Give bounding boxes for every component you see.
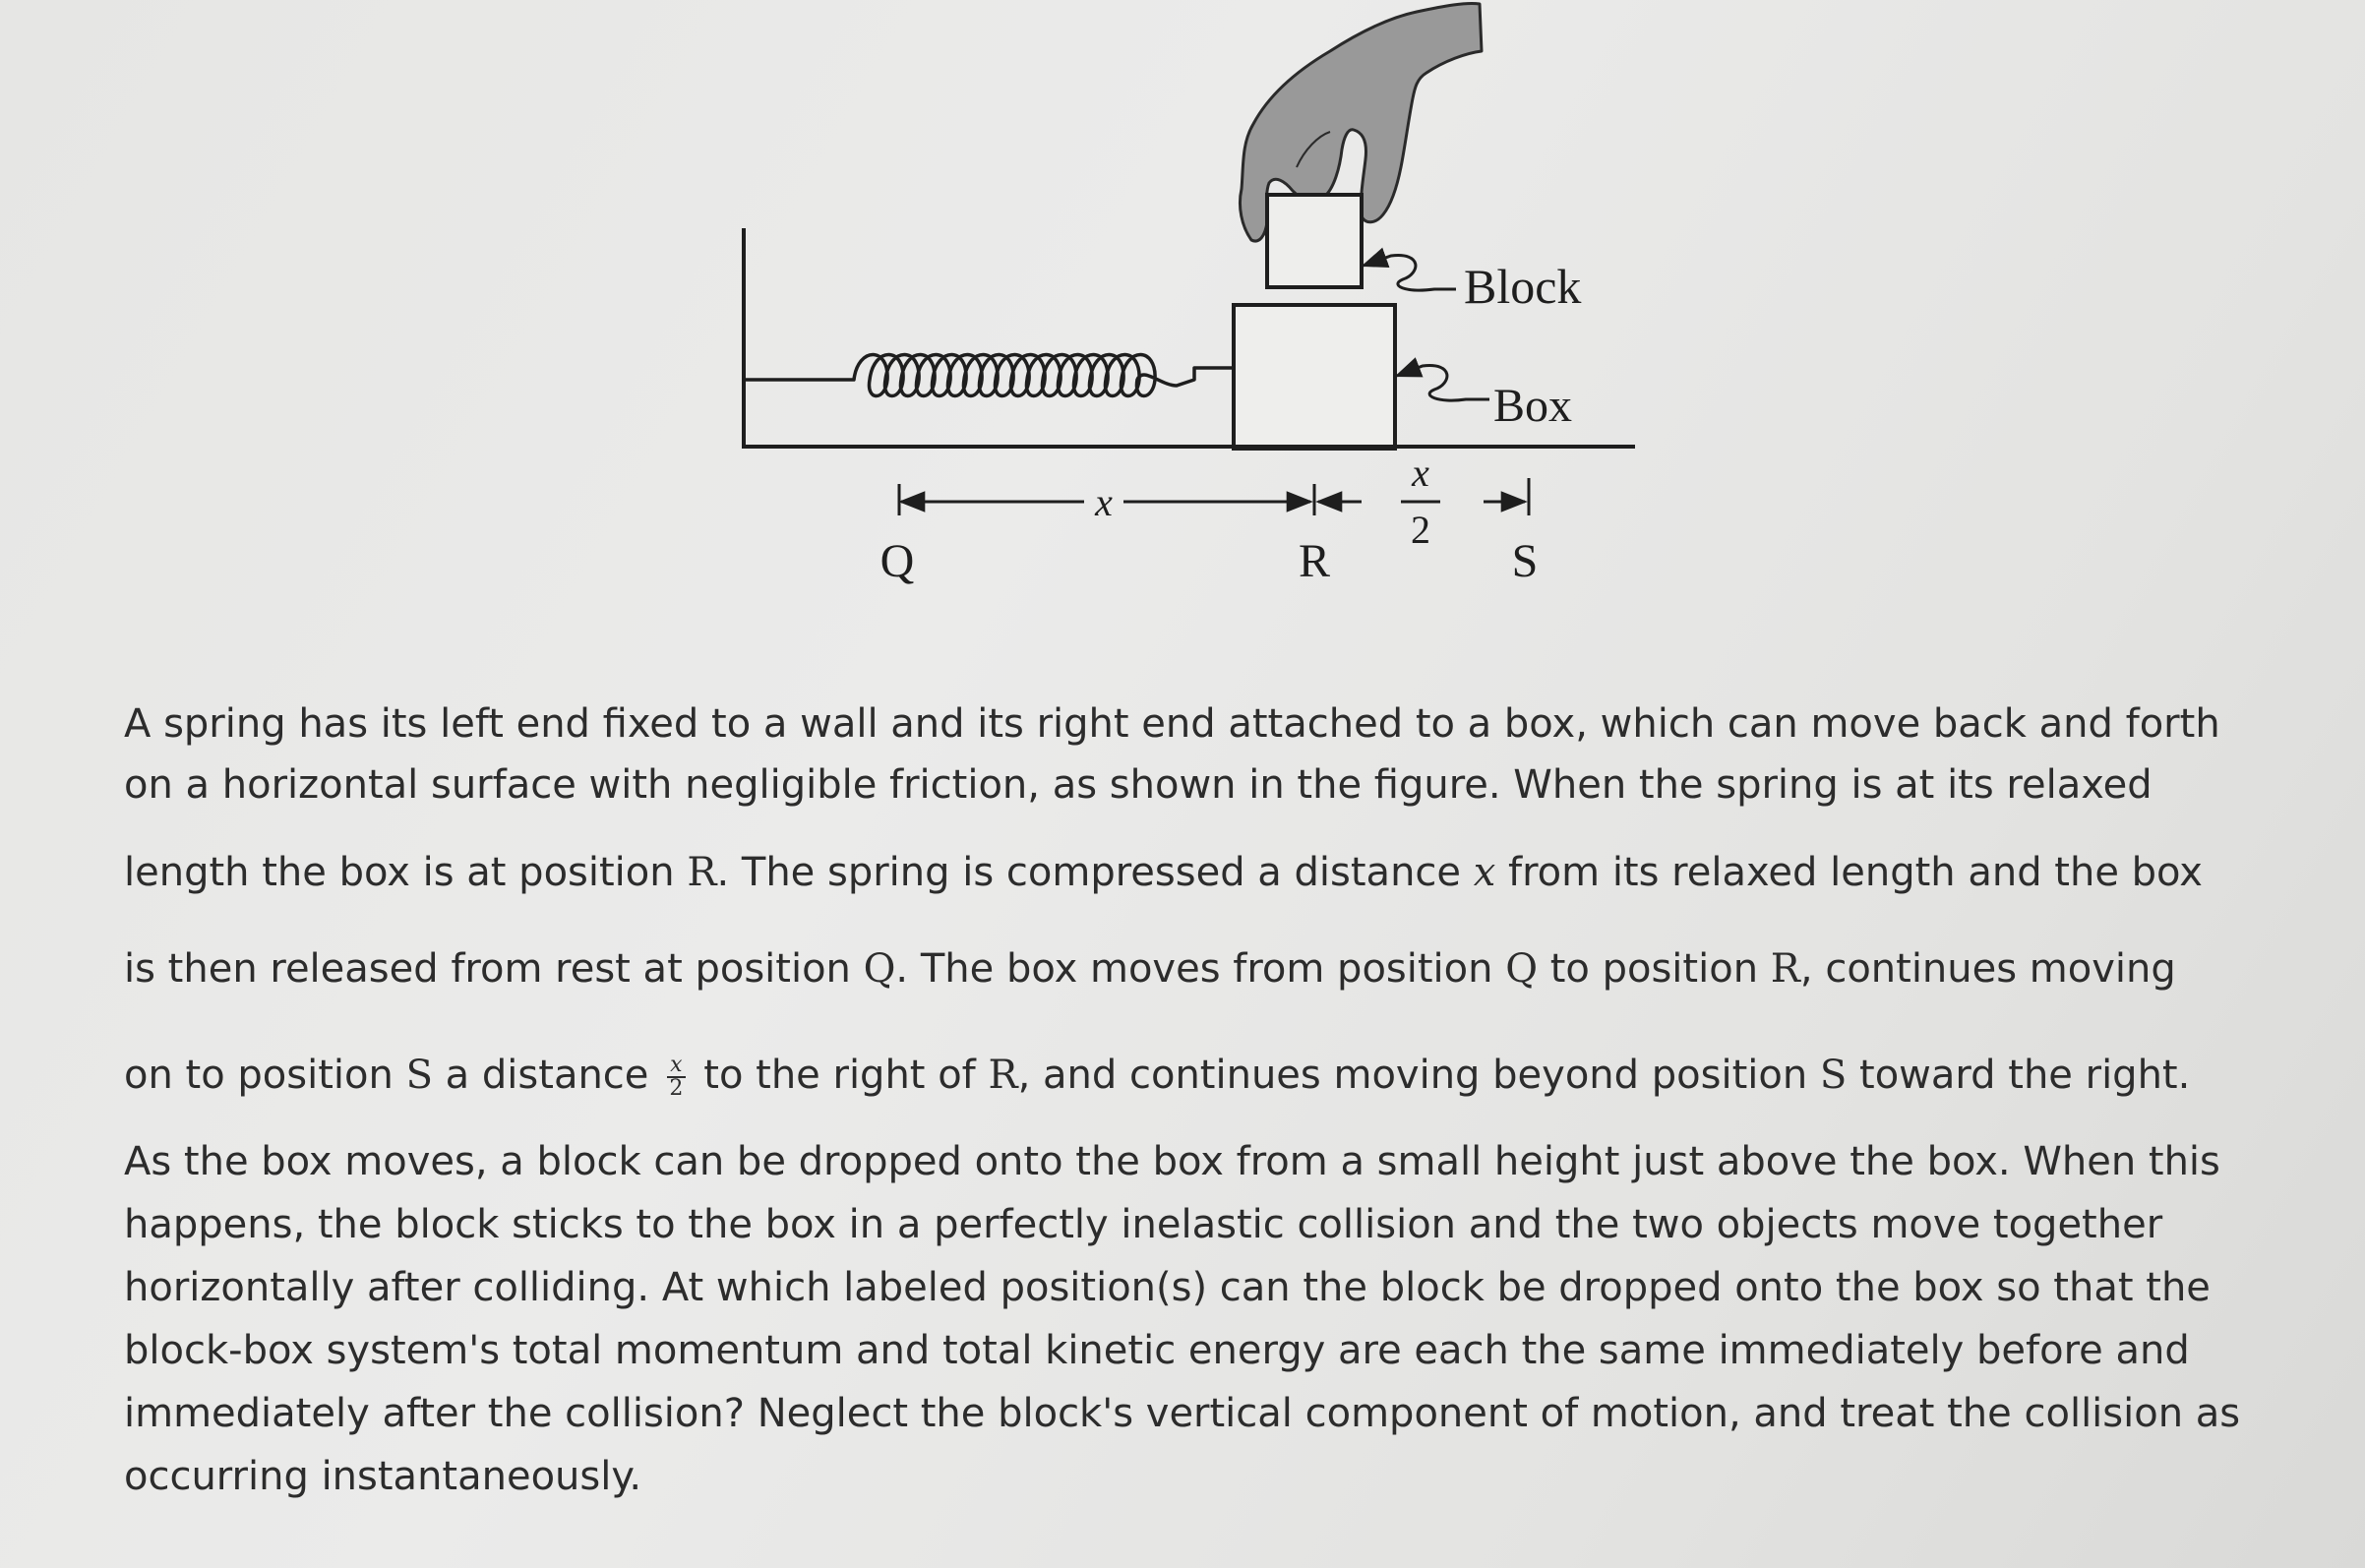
q3-text-e: from its relaxed length and the box <box>1495 850 2203 895</box>
question-line-3 <box>124 833 2259 930</box>
q4-text-c: . The box moves from position <box>895 946 1506 992</box>
q5-var-r: R <box>988 1053 1018 1098</box>
question-line-9: block-box system's total momentum and total kinetic energy are each the same immediately before and <box>124 1328 2190 1373</box>
q5-text-a: on to position <box>124 1053 406 1098</box>
q5-fraction-den: 2 <box>669 1076 684 1101</box>
q5-text-c: a distance <box>432 1053 662 1098</box>
question-line-5 <box>124 1036 2259 1130</box>
question-line-6: As the box moves, a block can be dropped onto the box from a small height just above the box. When this <box>124 1139 2220 1184</box>
q5-text-e: to the right of <box>691 1053 989 1098</box>
block-label-leader <box>1364 256 1456 291</box>
dimension-x-label: x <box>1095 480 1113 524</box>
q4-var-q2: Q <box>1505 946 1539 992</box>
q4-text-e: to position <box>1538 946 1771 992</box>
question-line-4 <box>124 930 2259 1036</box>
q5-fraction <box>667 1055 685 1100</box>
box-label: Box <box>1493 380 1573 432</box>
spring-box-diagram <box>0 0 2365 630</box>
position-q-label: Q <box>879 535 915 587</box>
question-text <box>124 694 2259 1508</box>
position-r-label: R <box>1298 535 1331 587</box>
q5-text-g: , and continues moving beyond position <box>1017 1053 1820 1098</box>
q3-text-a: length the box is at position <box>124 850 688 895</box>
block <box>1267 195 1362 287</box>
q5-text-i: toward the right. <box>1847 1053 2191 1098</box>
q5-fraction-num: x <box>667 1055 685 1078</box>
question-line-1: A spring has its left end fixed to a wall and its right end attached to a box, which can move back and forth <box>124 701 2220 747</box>
q4-text-a: is then released from rest at position <box>124 946 864 992</box>
q3-var-r: R <box>687 850 717 895</box>
q4-text-g: , continues moving <box>1799 946 2176 992</box>
box <box>1234 305 1395 449</box>
spring <box>744 355 1234 396</box>
q3-var-x: x <box>1473 850 1496 895</box>
question-line-11: occurring instantaneously. <box>124 1454 642 1499</box>
q5-var-s: S <box>405 1053 433 1098</box>
question-line-10: immediately after the collision? Neglect the block's vertical component of motion, and treat the collision as <box>124 1391 2241 1436</box>
q3-text-c: . The spring is compressed a distance <box>716 850 1474 895</box>
q4-var-r: R <box>1770 946 1800 992</box>
dimension-half-numerator: x <box>1412 451 1429 495</box>
block-label: Block <box>1464 259 1582 314</box>
q5-var-s2: S <box>1819 1053 1848 1098</box>
question-line-2: on a horizontal surface with negligible friction, as shown in the figure. When the spring is at its relaxed <box>124 762 2153 808</box>
box-label-leader <box>1397 366 1489 401</box>
q4-var-q: Q <box>863 946 896 992</box>
dimension-half-denominator: 2 <box>1411 508 1430 552</box>
question-line-7: happens, the block sticks to the box in a perfectly inelastic collision and the two objects move together <box>124 1202 2163 1247</box>
position-s-label: S <box>1511 535 1539 587</box>
question-line-8: horizontally after colliding. At which labeled position(s) can the block be dropped onto the box so that the <box>124 1265 2211 1310</box>
